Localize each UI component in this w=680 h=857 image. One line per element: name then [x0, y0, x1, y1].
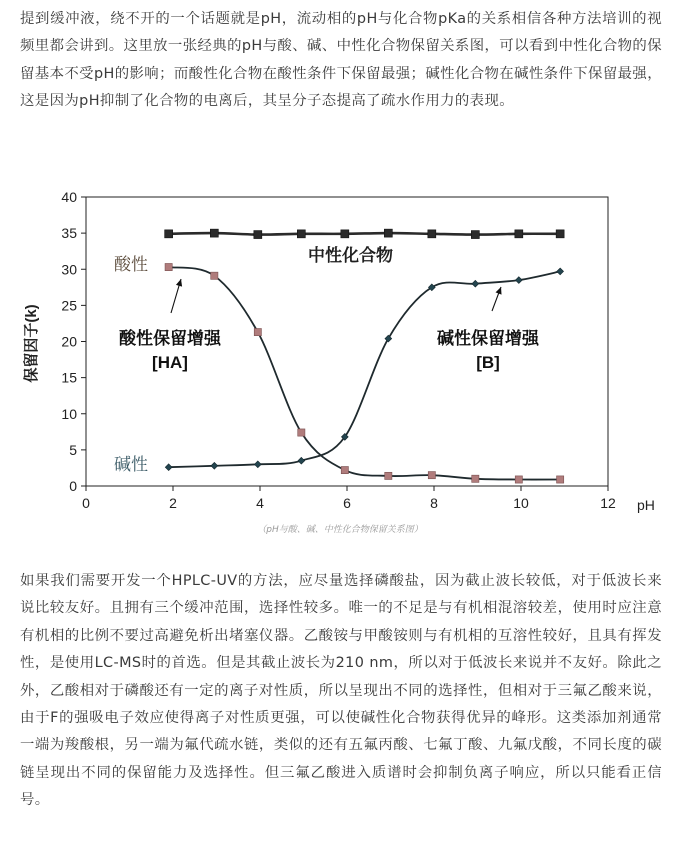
data-point-base — [515, 277, 522, 284]
data-point-acid — [472, 475, 479, 482]
data-point-neutral — [471, 231, 479, 239]
data-point-acid — [515, 476, 522, 483]
data-point-neutral — [297, 230, 305, 238]
data-point-base — [298, 457, 305, 464]
y-axis-label: 保留因子(k) — [23, 304, 40, 383]
data-point-base — [165, 464, 172, 471]
x-tick-label: 8 — [430, 495, 438, 511]
y-tick-label: 15 — [61, 369, 77, 386]
y-tick-label: 40 — [61, 189, 77, 205]
y-tick-label: 25 — [61, 297, 77, 314]
y-tick-label: 20 — [61, 333, 77, 350]
data-point-neutral — [254, 231, 262, 239]
neutral-series-label: 中性化合物 — [308, 246, 393, 265]
data-point-base — [557, 268, 564, 275]
x-tick-label: 0 — [82, 495, 90, 511]
data-point-acid — [557, 476, 564, 483]
y-tick-label: 10 — [61, 405, 77, 422]
data-point-neutral — [341, 230, 349, 238]
data-point-neutral — [515, 230, 523, 238]
y-tick-label: 5 — [69, 441, 77, 458]
x-tick-label: 12 — [600, 495, 616, 511]
x-tick-label: 2 — [169, 495, 177, 511]
intro-paragraph: 提到缓冲液，绕不开的一个话题就是pH，流动相的pH与化合物pKa的关系相信各种方法培训的视频里都会讲到。这里放一张经典的pH与酸、碱、中性化合物保留关系图，可以看到中性化合物的保留基本不受pH的影响；而酸性化合物在酸性条件下保留最强；碱性化合物在碱性条件下保留最强，这是因为pH抑制了化合物的电离后，其呈分子态提高了疏水作用力的表现。 — [20, 11, 662, 110]
data-point-acid — [385, 472, 392, 479]
series-line-base — [169, 271, 560, 467]
data-point-neutral — [556, 230, 564, 238]
data-point-acid — [211, 272, 218, 279]
ph-retention-chart — [0, 180, 680, 525]
series-line-neutral — [169, 233, 560, 235]
acid-note-title: 酸性保留增强 — [119, 329, 221, 348]
data-point-neutral — [210, 229, 218, 237]
base-series-label: 碱性 — [114, 455, 148, 474]
data-point-neutral — [428, 230, 436, 238]
data-point-acid — [298, 429, 305, 436]
acid-note-formula: [HA] — [152, 353, 188, 372]
x-tick-label: 6 — [343, 495, 351, 511]
x-tick-label: 10 — [513, 495, 529, 511]
data-point-acid — [428, 472, 435, 479]
base-note-arrow-head — [496, 287, 502, 295]
y-tick-label: 35 — [61, 225, 77, 242]
x-axis-label: pH — [637, 497, 655, 513]
acid-series-label: 酸性 — [114, 255, 148, 274]
data-point-base — [254, 461, 261, 468]
y-tick-label: 30 — [61, 261, 77, 278]
x-tick-label: 4 — [256, 495, 264, 511]
data-point-acid — [341, 467, 348, 474]
chart-svg — [0, 180, 680, 525]
buffer-paragraph: 如果我们需要开发一个HPLC-UV的方法，应尽量选择磷酸盐，因为截止波长较低，对于低波长来说比较友好。且拥有三个缓冲范围，选择性较多。唯一的不足是与有机相混溶较差，使用时应注意有机相的比例不要过高避免析出堵塞仪器。乙酸铵与甲酸铵则与有机相的互溶性较好，且具有挥发性，是使用LC-MS时的首选。但是其截止波长为210 nm，所以对于低波长来说并不友好。除此之外，乙酸相对于磷酸还有一定的离子对性质，所以呈现出不同的选择性，但相对于三氟乙酸来说，由于F的强吸电子效应使得离子对性质更强，可以使碱性化合物获得优异的峰形。这类添加剂通常一端为羧酸根，另一端为氟代疏水链，类似的还有五氟丙酸、七氟丁酸、九氟戊酸，不同长度的碳链呈现出不同的保留能力及选择性。但三氟乙酸进入质谱时会抑制负离子响应，所以只能看正信号。 — [20, 573, 662, 809]
base-note-title: 碱性保留增强 — [437, 329, 539, 348]
data-point-neutral — [384, 229, 392, 237]
base-note-formula: [B] — [476, 353, 500, 372]
series-line-acid — [169, 267, 560, 479]
data-point-neutral — [165, 230, 173, 238]
chart-caption: （pH与酸、碱、中性化合物保留关系图） — [257, 525, 423, 535]
data-point-acid — [254, 329, 261, 336]
y-tick-label: 0 — [69, 478, 77, 494]
data-point-acid — [165, 263, 172, 270]
data-point-base — [211, 462, 218, 469]
data-point-base — [472, 280, 479, 287]
